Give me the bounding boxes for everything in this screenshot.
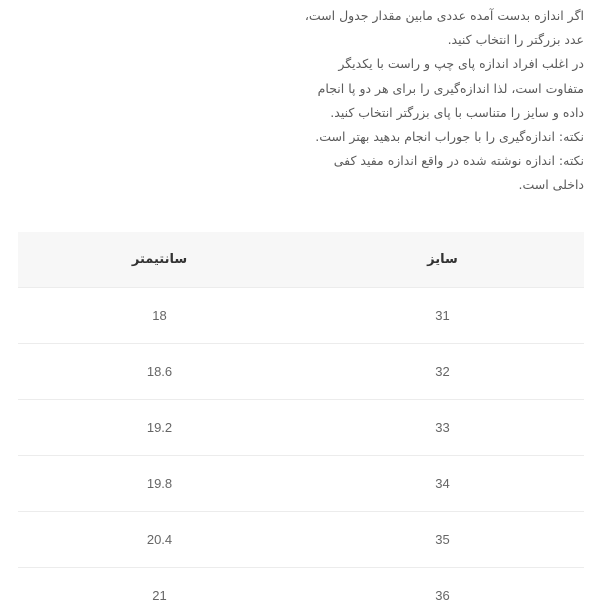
table-body bbox=[18, 288, 584, 600]
note-line: متفاوت است، لذا اندازه‌گیری را برای هر دو پا انجام bbox=[317, 80, 584, 96]
table-row bbox=[18, 288, 584, 344]
size-cell: 35 bbox=[301, 512, 584, 568]
size-cell: 34 bbox=[301, 456, 584, 512]
table-row bbox=[18, 456, 584, 512]
size-cell: 31 bbox=[301, 288, 584, 344]
note-line: اگر اندازه بدست آمده عددی مابین مقدار جدول است، bbox=[304, 8, 584, 23]
cm-cell: 19.2 bbox=[18, 400, 301, 456]
cm-cell: 18 bbox=[18, 288, 301, 344]
note-line: نکته: اندازه‌گیری را با جوراب انجام بدهید بهتر است. bbox=[315, 129, 584, 145]
size-chart-table bbox=[18, 232, 584, 600]
size-column-header: سایز bbox=[301, 232, 584, 288]
table-row bbox=[18, 512, 584, 568]
note-line: نکته: اندازه نوشته شده در واقع اندازه مفید کفی bbox=[333, 153, 584, 169]
note-line: عدد بزرگتر را انتخاب کنید. bbox=[447, 32, 584, 48]
cm-cell: 20.4 bbox=[18, 512, 301, 568]
size-cell: 32 bbox=[301, 344, 584, 400]
table-row bbox=[18, 568, 584, 600]
table-row bbox=[18, 344, 584, 400]
table-header-row bbox=[18, 232, 584, 288]
size-guide-notes bbox=[164, 4, 584, 198]
cm-cell: 21 bbox=[18, 568, 301, 600]
note-line: در اغلب افراد اندازه پای چپ و راست با یکدیگر bbox=[338, 56, 584, 72]
size-cell: 36 bbox=[301, 568, 584, 600]
note-line: داخلی است. bbox=[518, 177, 584, 193]
cm-cell: 19.8 bbox=[18, 456, 301, 512]
note-line: داده و سایز را متناسب با پای بزرگتر انتخاب کنید. bbox=[330, 104, 584, 120]
centimeter-column-header: سانتیمتر bbox=[18, 232, 301, 288]
size-cell: 33 bbox=[301, 400, 584, 456]
table-row bbox=[18, 400, 584, 456]
table-header bbox=[18, 232, 584, 288]
cm-cell: 18.6 bbox=[18, 344, 301, 400]
